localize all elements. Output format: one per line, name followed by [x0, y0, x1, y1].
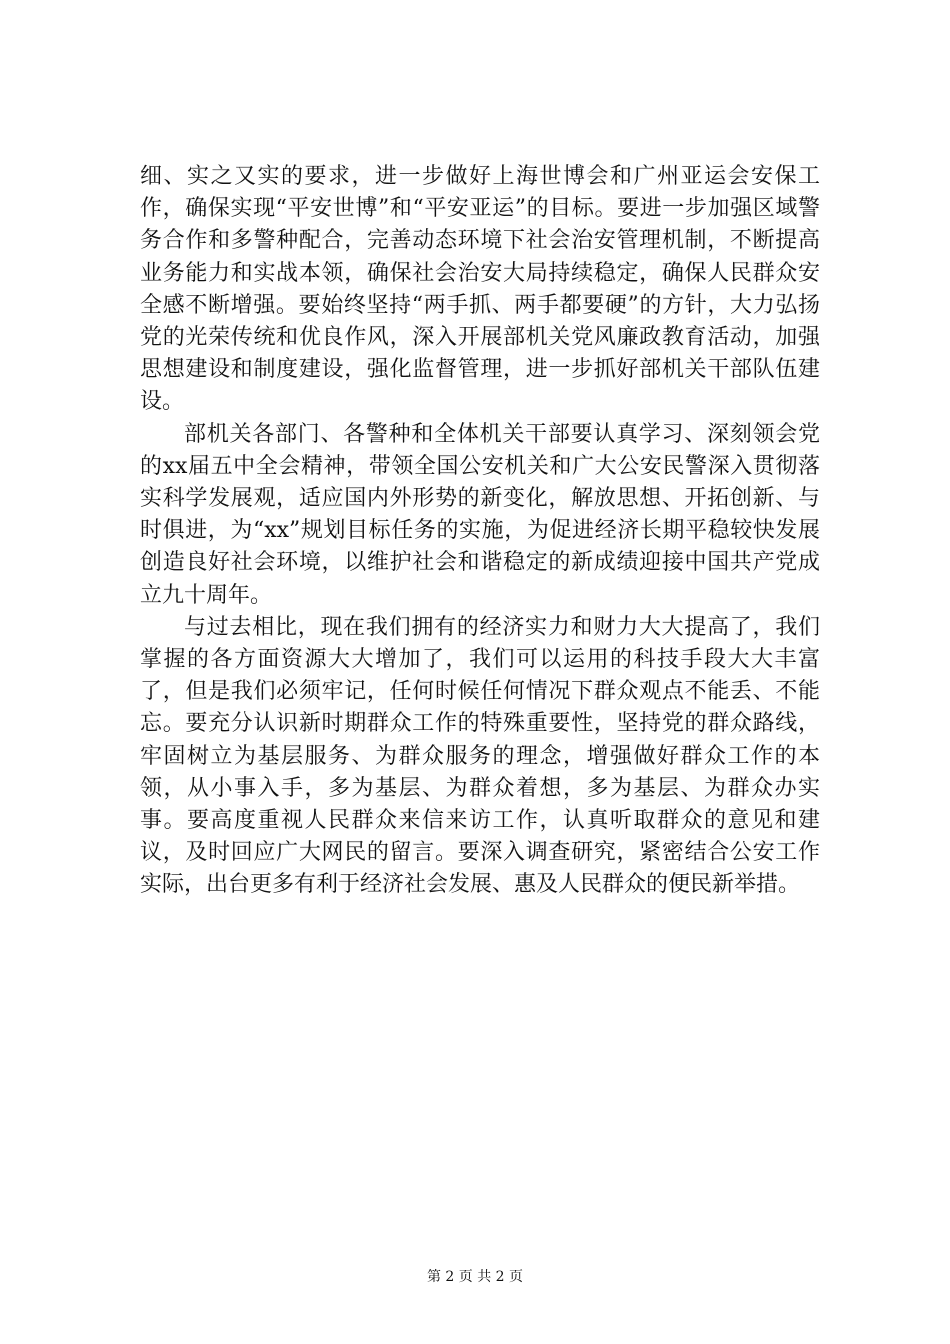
document-body [140, 161, 820, 902]
paragraph-continued: 细、实之又实的要求，进一步做好上海世博会和广州亚运会安保工作，确保实现“平安世博”和“平安亚运”的目标。要进一步加强区域警务合作和多警种配合，完善动态环境下社会治安管理机制，不断提高业务能力和实战本领，确保社会治安大局持续稳定，确保人民群众安全感不断增强。要始终坚持“两手抓、两手都要硬”的方针，大力弘扬党的光荣传统和优良作风，深入开展部机关党风廉政教育活动，加强思想建设和制度建设，强化监督管理，进一步抓好部机关干部队伍建设。 [140, 164, 820, 415]
page-footer: 第 2 页 共 2 页 [426, 1269, 524, 1285]
paragraph-mass-work: 与过去相比，现在我们拥有的经济实力和财力大大提高了，我们掌握的各方面资源大大增加了，我们可以运用的科技手段大大丰富了，但是我们必须牢记，任何时候任何情况下群众观点不能丢、不能忘。要充分认识新时期群众工作的特殊重要性，坚持党的群众路线，牢固树立为基层服务、为群众服务的理念，增强做好群众工作的本领，从小事入手，多为基层、为群众着想，多为基层、为群众办实事。要高度重视人民群众来信来访工作，认真听取群众的意见和建议，及时回应广大网民的留言。要深入调查研究，紧密结合公安工作实际，出台更多有利于经济社会发展、惠及人民群众的便民新举措。 [140, 614, 820, 898]
paragraph-study-spirit: 部机关各部门、各警种和全体机关干部要认真学习、深刻领会党的xx届五中全会精神，带领全国公安机关和广大公安民警深入贯彻落实科学发展观，适应国内外形势的新变化，解放思想、开拓创新、与时俱进，为“xx”规划目标任务的实施，为促进经济长期平稳较快发展创造良好社会环境，以维护社会和谐稳定的新成绩迎接中国共产党成立九十周年。 [140, 421, 820, 608]
